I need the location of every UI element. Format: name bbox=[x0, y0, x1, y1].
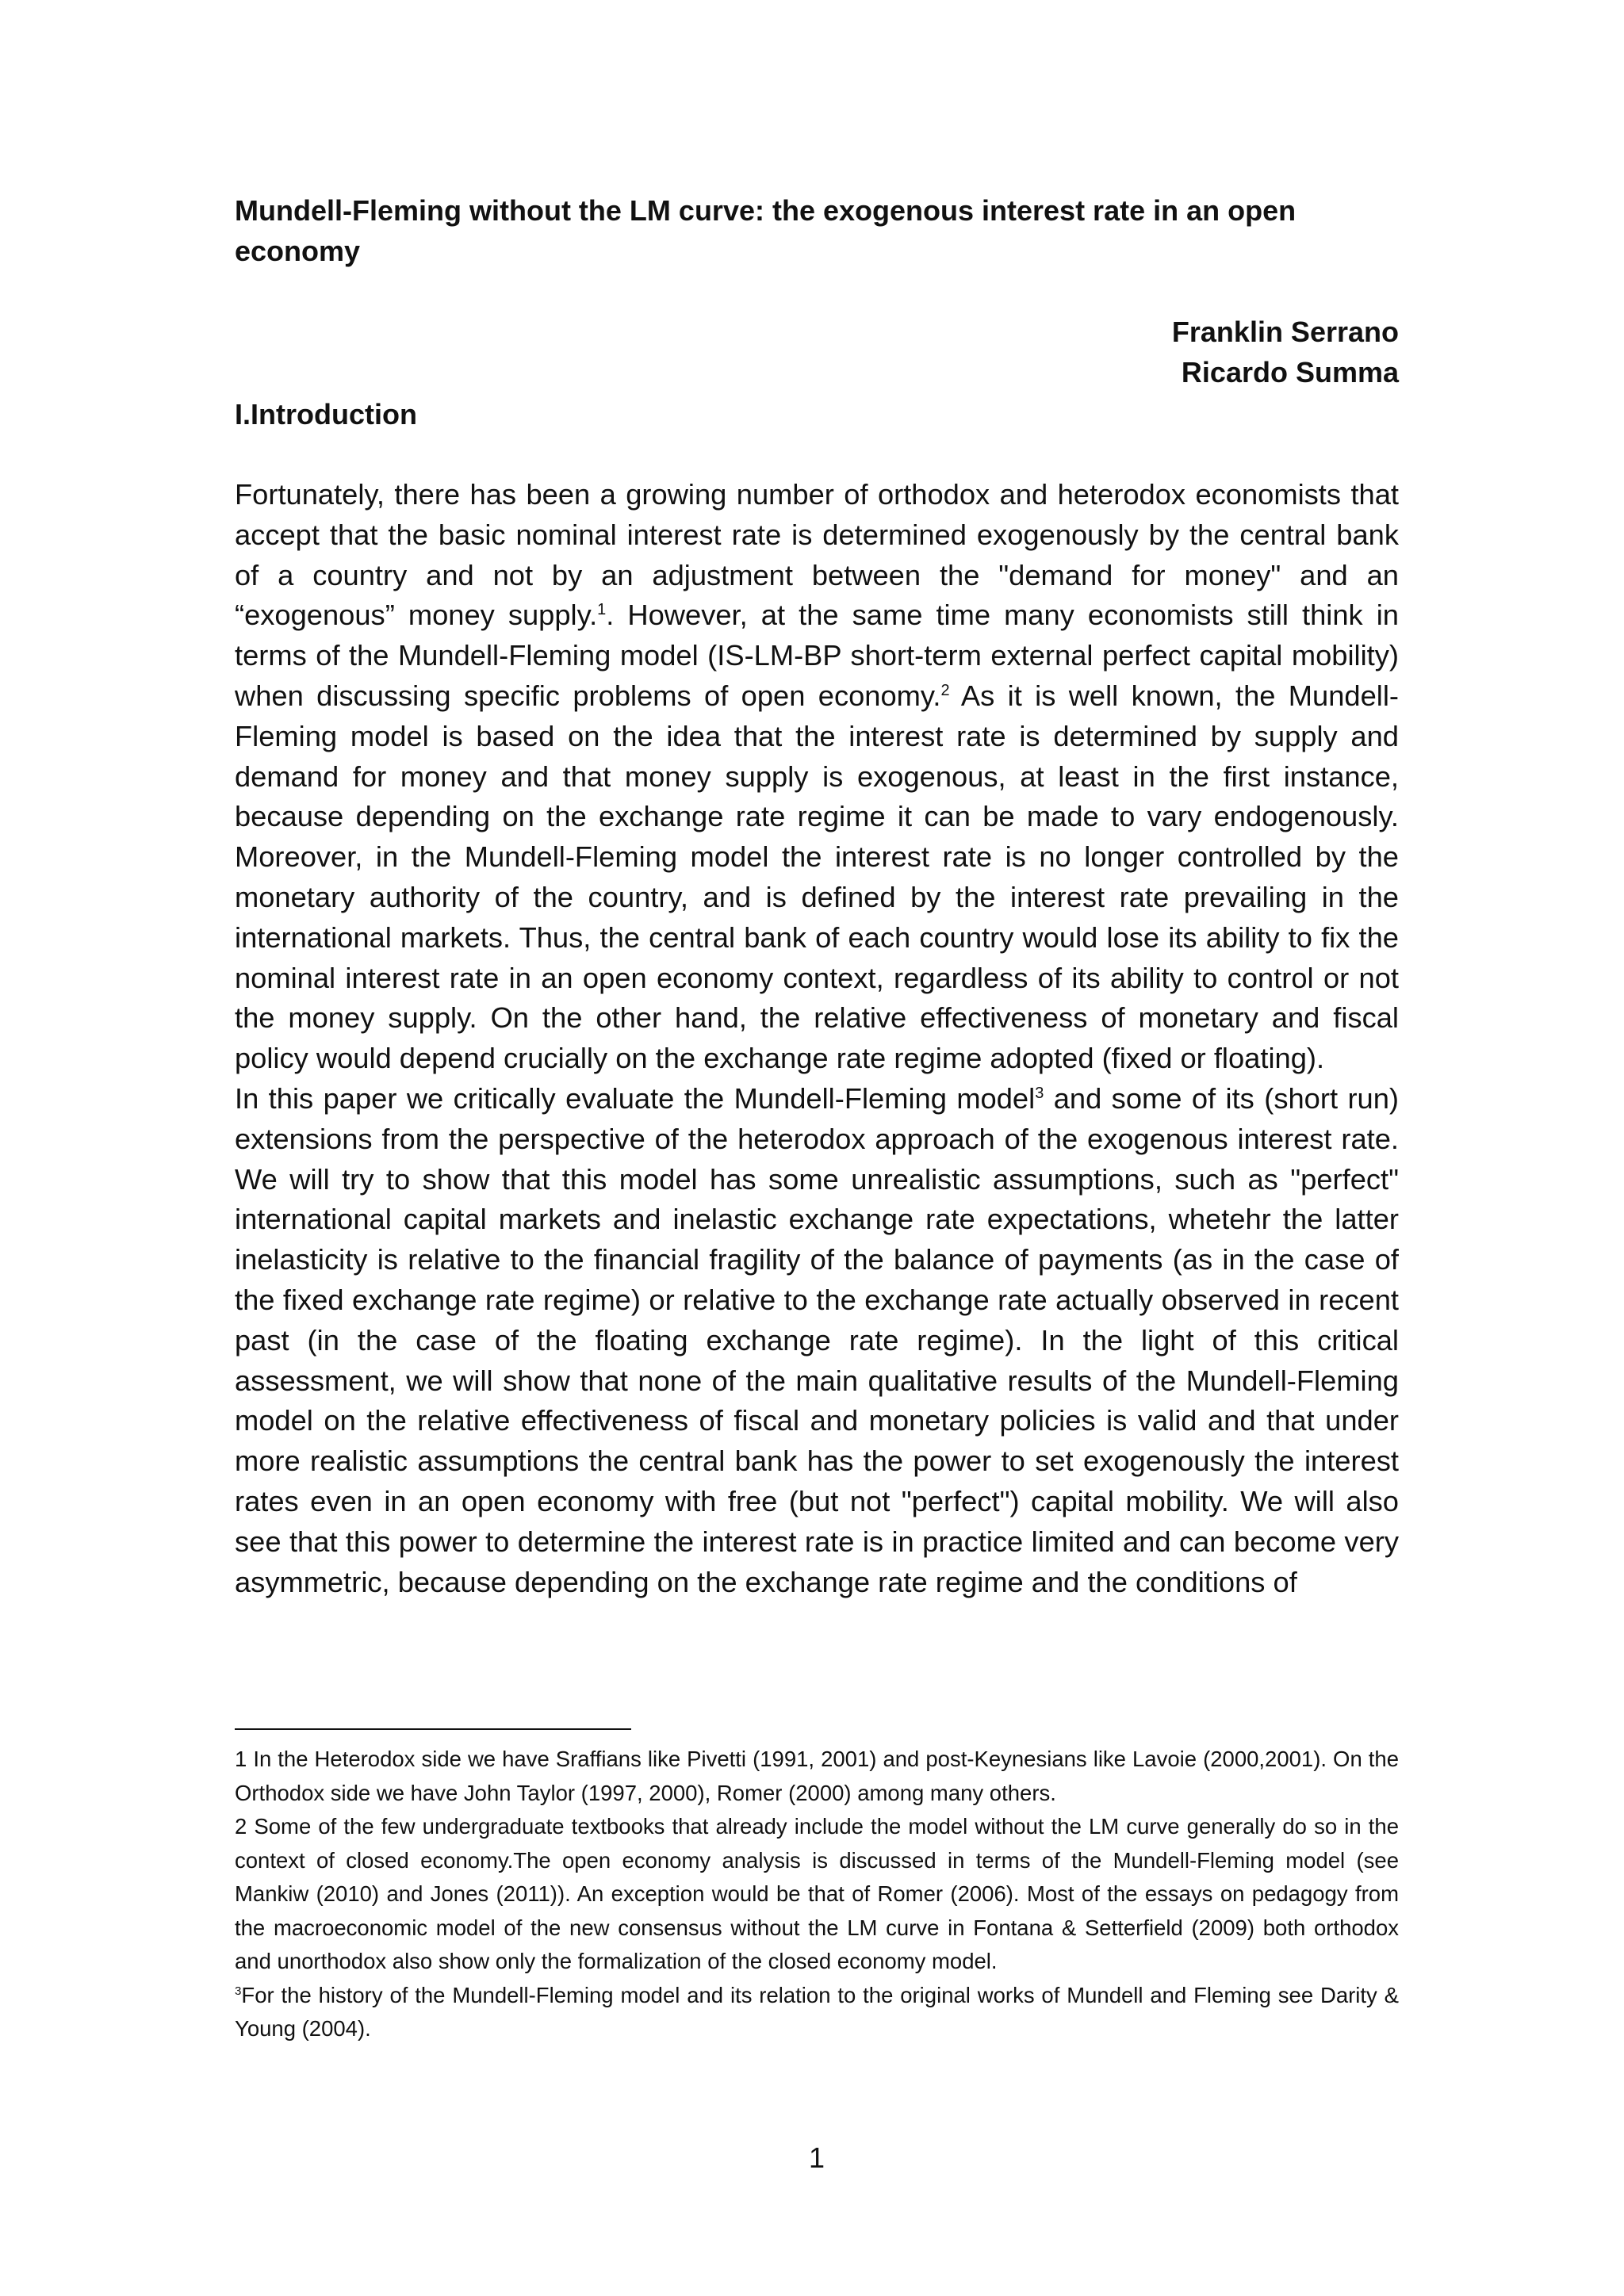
body-text bbox=[235, 475, 1399, 1602]
paper-title: Mundell-Fleming without the LM curve: the exogenous interest rate in an open economy bbox=[235, 194, 1297, 267]
footnotes bbox=[235, 1743, 1399, 2046]
footnote-marker: 3 bbox=[235, 1984, 242, 1998]
footnote-ref: 2 bbox=[940, 681, 950, 699]
footnote-separator bbox=[235, 1728, 631, 1730]
author-name: Franklin Serrano bbox=[1171, 316, 1399, 348]
footnote: 2 Some of the few undergraduate textbooks that already include the model without the LM curve generally do so in the context of closed economy.The open economy analysis is discussed in terms of the Mundell-Fleming model (see Mankiw (2010) and Jones (2011)). An exception would be that of Romer (2006). Most of the essays on pedagogy from the macroeconomic model of the new consensus without the LM curve in Fontana & Setterfield (2009) both orthodox and unorthodox also show only the formalization of the closed economy model. bbox=[235, 1814, 1399, 1973]
footnote-ref: 3 bbox=[1035, 1084, 1044, 1102]
paragraph: In this paper we critically evaluate the Mundell-Fleming model$^3$ and some of its (short run) extensions from the perspective of the heterodox approach of the exogenous interest rate. We will try to show that this model has some unrealistic assumptions, such as "perfect" international capital markets and inelastic exchange rate expectations, whetehr the latter inelasticity is relative to the financial fragility of the balance of payments (as in the case of the fixed exchange rate regime) or relative to the exchange rate actually observed in recent past (in the case of the floating exchange rate regime). In the light of this critical assessment, we will show that none of the main qualitative results of the Mundell-Fleming model on the relative effectiveness of fiscal and monetary policies is valid and that under more realistic assumptions the central bank has the power to set exogenously the interest rates even in an open economy with free (but not "perfect") capital mobility. We will also see that this power to determine the interest rate is in practice limited and can become very asymmetric, because depending on the exchange rate regime and the conditions of bbox=[235, 1081, 1399, 1598]
author-name: Ricardo Summa bbox=[1181, 356, 1399, 388]
section-heading: I.Introduction bbox=[235, 398, 417, 430]
author-list bbox=[1172, 312, 1399, 392]
paragraph: Fortunately, there has been a growing number of orthodox and heterodox economists that accept that the basic nominal interest rate is determined exogenously by the central bank of a country and not by an adjustment between the "demand for money" and an “exogenous” money supply.$^1$. However, at the same time many economists still think in terms of the Mundell-Fleming model (IS-LM-BP short-term external perfect capital mobility) when discussing specific problems of open economy.$^2$ As it is well known, the Mundell-Fleming model is based on the idea that the interest rate is determined by supply and demand for money and that money supply is exogenous, at least in the first instance, because depending on the exchange rate regime it can be made to vary endogenously. Moreover, in the Mundell-Fleming model the interest rate is no longer controlled by the monetary authority of the country, and is defined by the interest rate prevailing in the international markets. Thus, the central bank of each country would lose its ability to fix the nominal interest rate in an open economy context, regardless of its ability to control or not the money supply. On the other hand, the relative effectiveness of monetary and fiscal policy would depend crucially on the exchange rate regime adopted (fixed or floating). bbox=[235, 478, 1400, 1075]
footnote: $^3$For the history of the Mundell-Fleming model and its relation to the original works of Mundell and Fleming see Darity & Young (2004). bbox=[235, 1982, 1399, 2041]
paper-page bbox=[235, 0, 1399, 2296]
footnote-ref: 1 bbox=[597, 601, 607, 619]
page-number: 1 bbox=[808, 2141, 825, 2174]
footnote: 1 In the Heterodox side we have Sraffians like Pivetti (1991, 2001) and post-Keynesians like Lavoie (2000,2001). On the Orthodox side we have John Taylor (1997, 2000), Romer (2000) among many others. bbox=[235, 1747, 1399, 1805]
